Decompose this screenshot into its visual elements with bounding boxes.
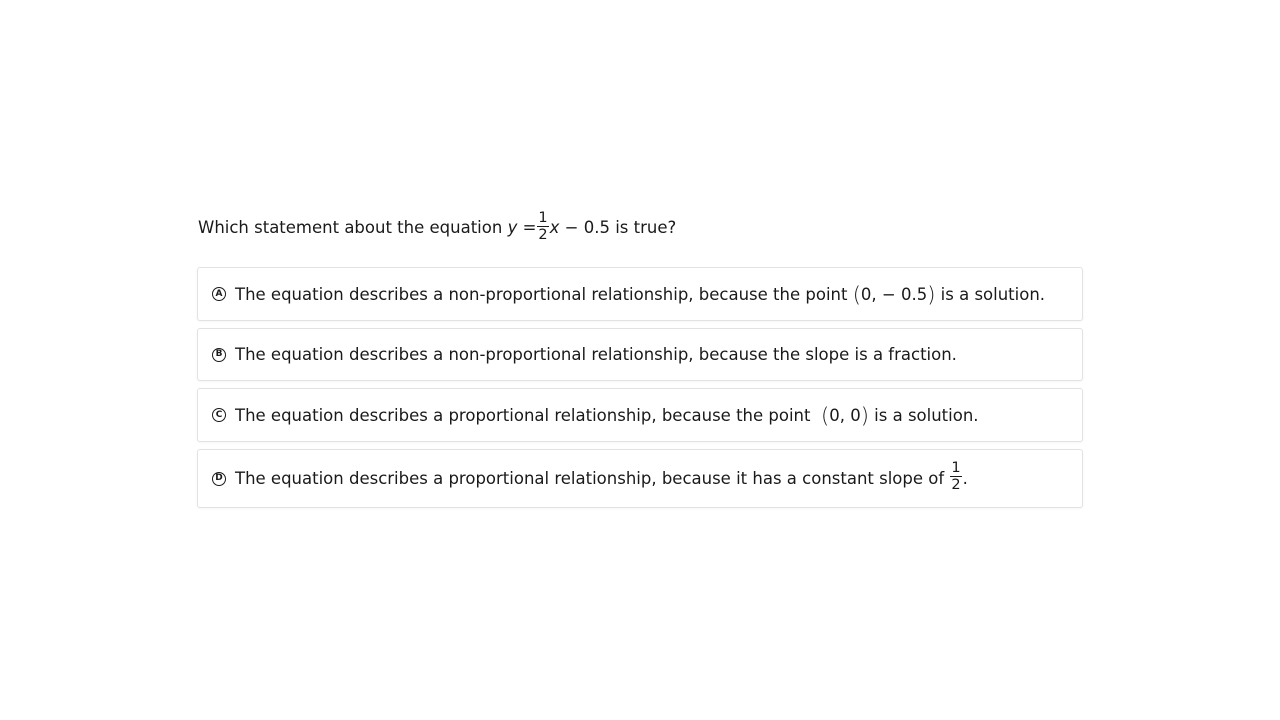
choice-a-letter-icon: A	[212, 287, 226, 301]
equation-x: x	[549, 218, 560, 237]
fraction-denominator: 2	[538, 226, 548, 243]
choice-a[interactable]	[197, 267, 1083, 321]
choice-c-text-before: The equation describes a proportional relationship, because the point	[235, 405, 811, 425]
paren-open-icon: (	[852, 283, 861, 307]
choice-c-point: 0, 0	[829, 405, 861, 425]
choice-b[interactable]	[197, 328, 1083, 381]
choice-c-text-after: is a solution.	[874, 405, 979, 425]
paren-close-icon: )	[927, 283, 936, 307]
paren-open-icon: (	[821, 404, 830, 428]
choice-a-point: 0, − 0.5	[860, 284, 928, 304]
question-suffix: is true?	[615, 218, 677, 237]
fraction-numerator: 1	[951, 459, 961, 476]
choice-c-letter-icon: C	[212, 408, 226, 422]
choice-b-text: The equation describes a non-proportional relationship, because the slope is a fraction.	[235, 345, 957, 364]
answer-choices	[197, 267, 1083, 508]
choice-d-text-before: The equation describes a proportional relationship, because it has a constant slope of	[235, 469, 945, 488]
paren-close-icon: )	[860, 404, 869, 428]
fraction-denominator: 2	[951, 476, 961, 493]
choice-d-fraction	[950, 459, 961, 493]
equation-y: y	[507, 218, 518, 237]
choice-a-text-after: is a solution.	[940, 284, 1046, 304]
equation-fraction	[537, 209, 548, 243]
choice-a-text-before: The equation describes a non-proportional relationship, because the point	[235, 284, 848, 304]
question-prefix: Which statement about the equation	[198, 218, 503, 237]
choice-b-letter-icon: B	[212, 348, 226, 362]
equation	[507, 209, 616, 243]
choice-d-text-after: .	[962, 469, 968, 488]
choice-d[interactable]	[197, 449, 1083, 508]
question-stem	[198, 209, 1082, 244]
equation-rest: − 0.5	[564, 218, 610, 237]
fraction-numerator: 1	[538, 209, 548, 226]
equation-equals: =	[522, 218, 537, 237]
choice-c[interactable]	[197, 388, 1083, 442]
choice-d-letter-icon: D	[212, 472, 226, 486]
